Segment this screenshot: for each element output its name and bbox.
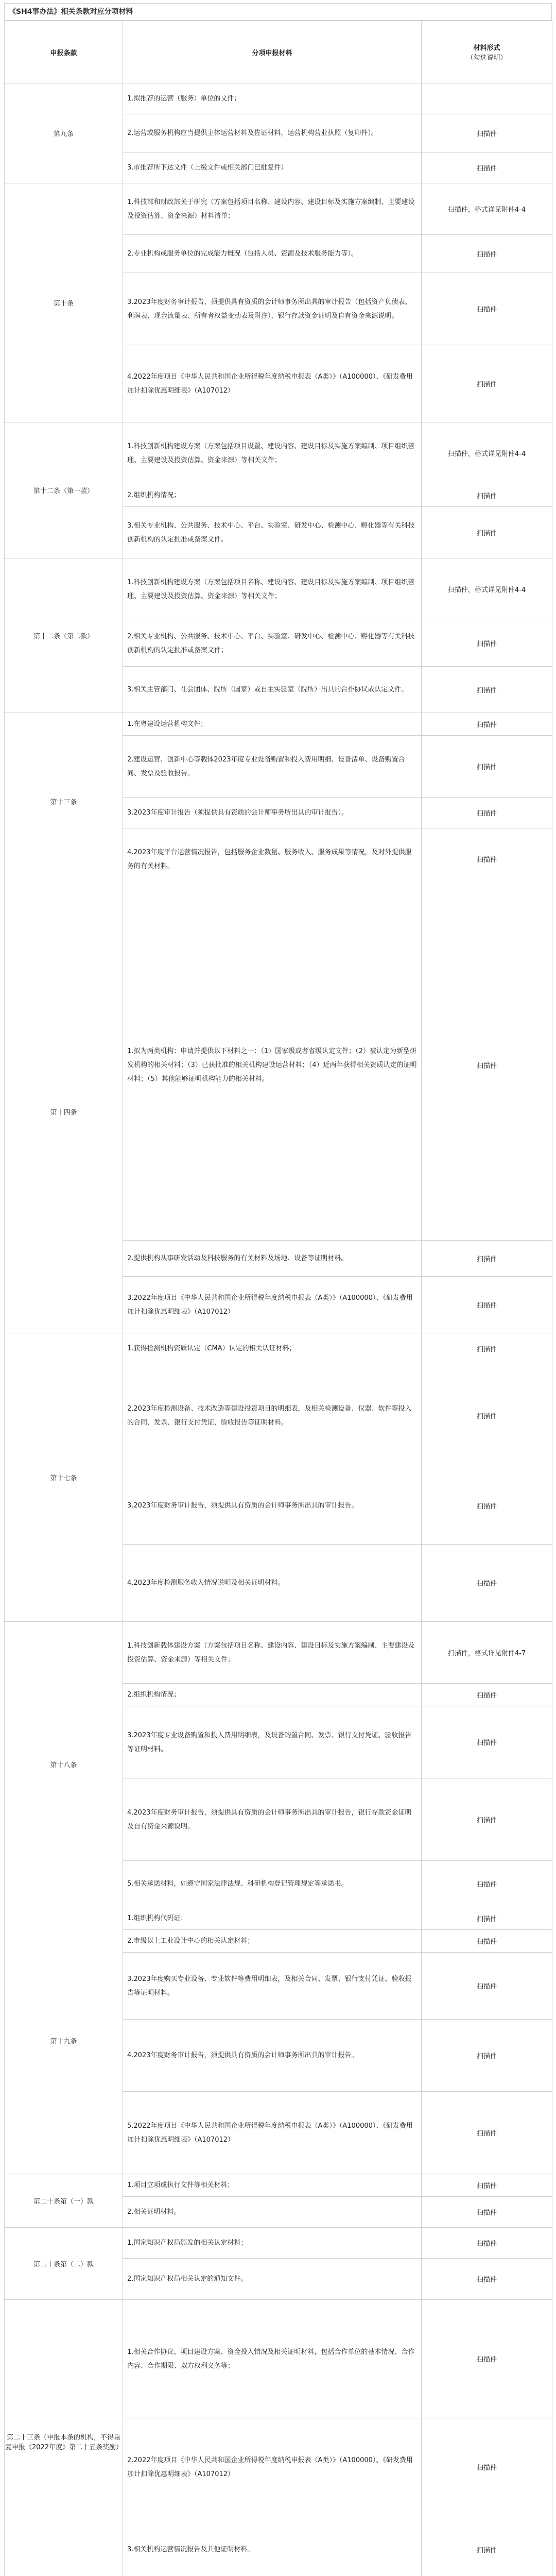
material-cell: 2.相关专业机构、公共服务、技术中心、平台、实验室、研发中心、检测中心、孵化器等有关科技创新机构的认定批准或备案文件； — [123, 620, 422, 667]
material-cell: 1.科技创新机构建设方案（方案包括项目名称、建设内容、建设目标及实施方案编制、项目组织管理、主要建设及投资估算、资金来源）等相关文件； — [123, 558, 422, 620]
table-row — [5, 713, 552, 736]
material-cell: 3.2023年度购买专业设备、专业软件等费用明细表，及相关合同、发票、银行支付凭证、验收报告等证明材料。 — [123, 1953, 422, 2020]
material-cell: 3.相关专业机构、公共服务、技术中心、平台、实验室、研发中心、检测中心、孵化器等有关科技创新机构的认定批准或备案文件。 — [123, 507, 422, 558]
material-cell: 2.专业机构或服务单位的完成能力概况（包括人员、资源及技术服务能力等）。 — [123, 235, 422, 273]
form-cell: 扫描件 — [422, 2418, 552, 2516]
table-row — [5, 890, 552, 1241]
clause-cell: 第十九条 — [5, 1907, 123, 2174]
material-cell: 3.相关主管部门、社会团体、院所（国家）或自主实验室（院所）出具的合作协议或认定文件。 — [123, 667, 422, 713]
form-cell: 扫描件 — [422, 1277, 552, 1333]
material-cell: 3.2023年度财务审计报告，须提供具有资质的会计师事务所出具的审计报告。 — [123, 1467, 422, 1545]
table-row — [5, 1622, 552, 1684]
material-cell: 2.组织机构情况； — [123, 1684, 422, 1706]
form-cell: 扫描件 — [422, 620, 552, 667]
material-cell: 5.2022年度项目《中华人民共和国企业所得税年度纳税申报表（A类）》（A100000）、《研发费用加计扣除优惠明细表》（A107012） — [123, 2092, 422, 2174]
form-cell: 扫描件，格式详见附件4-4 — [422, 558, 552, 620]
form-cell: 扫描件 — [422, 114, 552, 152]
material-cell: 4.2023年度平台运营情况报告，包括服务企业数量、服务收入、服务成果等情况，及对外提供服务的有关材料。 — [123, 828, 422, 890]
clause-cell: 第九条 — [5, 83, 123, 183]
material-cell: 1.科技部和财政部关于研究（方案包括项目名称、建设内容、建设目标及实施方案编制、主要建设及投资估算、资金来源）材料清单； — [123, 183, 422, 235]
clause-cell: 第二十条第（一）款 — [5, 2174, 123, 2228]
form-cell — [422, 83, 552, 114]
material-cell: 3.2023年度审计报告（须提供具有资质的会计师事务所出具的审计报告）。 — [123, 798, 422, 828]
material-cell: 1.科技创新载体建设方案（方案包括项目名称、建设内容、建设目标及实施方案编制、主要建设及投资估算、资金来源）等相关文件； — [123, 1622, 422, 1684]
clause-cell: 第十四条 — [5, 890, 123, 1333]
form-cell: 扫描件 — [422, 1930, 552, 1953]
form-cell: 扫描件 — [422, 2092, 552, 2174]
material-cell: 1.相关合作协议、项目建设方案、资金投入情况及相关证明材料，包括合作单位的基本情况、合作内容、合作期限、双方权利义务等； — [123, 2300, 422, 2418]
header-clause: 申报条款 — [5, 21, 123, 83]
form-cell: 扫描件，格式详见附件4-7 — [422, 1622, 552, 1684]
material-cell: 2.运营或服务机构应当提供主体运营材料及佐证材料，运营机构营业执照（复印件）。 — [123, 114, 422, 152]
form-cell: 扫描件 — [422, 1241, 552, 1277]
form-cell: 扫描件 — [422, 1706, 552, 1778]
material-cell: 2.2022年度项目《中华人民共和国企业所得税年度纳税申报表（A类）》（A100000）、《研发费用加计扣除优惠明细表》（A107012） — [123, 2418, 422, 2516]
material-cell: 2.国家知识产权局相关认定的通知文件。 — [123, 2259, 422, 2300]
material-cell: 1.组织机构代码证； — [123, 1907, 422, 1930]
material-cell: 4.2022年度项目《中华人民共和国企业所得税年度纳税申报表（A类）》（A100000）、《研发费用加计扣除优惠明细表》（A107012） — [123, 345, 422, 422]
material-cell: 1.拟推荐的运营（服务）单位的文件； — [123, 83, 422, 114]
form-cell: 扫描件 — [422, 1545, 552, 1622]
header-form-line1: 材料形式 — [473, 44, 500, 52]
form-cell: 扫描件 — [422, 828, 552, 890]
table-row — [5, 1907, 552, 1930]
clause-cell: 第十条 — [5, 183, 123, 422]
form-cell: 扫描件 — [422, 713, 552, 736]
table-row — [5, 183, 552, 235]
table-row — [5, 422, 552, 484]
material-cell: 2.提供机构从事研发活动及科技服务的有关材料及场地、设备等证明材料。 — [123, 1241, 422, 1277]
clause-cell: 第十二条（第一款） — [5, 422, 123, 558]
table-row — [5, 558, 552, 620]
form-cell: 扫描件，格式详见附件4-4 — [422, 422, 552, 484]
form-cell: 扫描件 — [422, 2020, 552, 2092]
form-cell: 扫描件 — [422, 1364, 552, 1467]
material-cell: 4.2023年度财务审计报告，须提供具有资质的会计师事务所出具的审计报告，银行存款资金证明及自有资金来源说明。 — [123, 1778, 422, 1861]
header-form-line2: （勾选说明） — [466, 54, 507, 62]
form-cell: 扫描件 — [422, 736, 552, 798]
header-materials: 分项申报材料 — [123, 21, 422, 83]
form-cell: 扫描件 — [422, 152, 552, 183]
table-row — [5, 83, 552, 114]
material-cell: 2.相关证明材料。 — [123, 2197, 422, 2228]
table-row — [5, 1333, 552, 1364]
material-cell: 3.相关机构运营情况报告及其他证明材料。 — [123, 2516, 422, 2576]
material-cell: 2.建设运营、创新中心等载体2023年度专业设备购置和投入费用明细、设备清单、设备购置合同、发票及验收报告。 — [123, 736, 422, 798]
material-cell: 1.项目立项或执行文件等相关材料； — [123, 2174, 422, 2197]
table-body — [5, 83, 552, 2576]
material-cell: 1.科技创新机构建设方案（方案包括项目设置、建设内容、建设目标及实施方案编制、项目组织管理、主要建设及投资估算、资金来源）等相关文件； — [123, 422, 422, 484]
clause-cell: 第二十三条（申报本条的机构，不得重复申报《2022年度》第二十五条奖励） — [5, 2300, 123, 2576]
clause-cell: 第十二条（第二款） — [5, 558, 123, 713]
form-cell: 扫描件 — [422, 667, 552, 713]
form-cell: 扫描件 — [422, 2259, 552, 2300]
form-cell: 扫描件 — [422, 273, 552, 345]
form-cell: 扫描件 — [422, 1861, 552, 1907]
form-cell: 扫描件 — [422, 1333, 552, 1364]
table-header-row — [5, 21, 552, 83]
table-row — [5, 2174, 552, 2197]
form-cell: 扫描件 — [422, 798, 552, 828]
form-cell: 扫描件 — [422, 1778, 552, 1861]
form-cell: 扫描件 — [422, 1953, 552, 2020]
material-cell: 3.2023年度财务审计报告，须提供具有资质的会计师事务所出具的审计报告（包括资产负债表、利润表、现金流量表、所有者权益变动表及附注），银行存款资金证明及自有资金来源说明。 — [123, 273, 422, 345]
material-cell: 1.在粤建设运营机构文件； — [123, 713, 422, 736]
form-cell: 扫描件 — [422, 1467, 552, 1545]
form-cell: 扫描件 — [422, 2228, 552, 2259]
clause-cell: 第十七条 — [5, 1333, 123, 1622]
form-cell: 扫描件 — [422, 2174, 552, 2197]
material-cell: 4.2023年度财务审计报告，须提供具有资质的会计师事务所出具的审计报告。 — [123, 2020, 422, 2092]
material-cell: 1.获得检测机构资质认定（CMA）认定的相关认证材料； — [123, 1333, 422, 1364]
form-cell: 扫描件 — [422, 345, 552, 422]
form-cell: 扫描件 — [422, 2197, 552, 2228]
material-cell: 5.相关承诺材料，如遵守国家法律法规、科研机构登记管理规定等承诺书。 — [123, 1861, 422, 1907]
form-cell: 扫描件 — [422, 1684, 552, 1706]
document-title: 《SH4事办法》相关条款对应分项材料 — [4, 3, 552, 21]
form-cell: 扫描件 — [422, 890, 552, 1241]
material-cell: 3.市推荐所下达文件（上级文件或相关部门已批复件） — [123, 152, 422, 183]
form-cell: 扫描件 — [422, 235, 552, 273]
materials-table — [4, 21, 552, 2576]
form-cell: 扫描件 — [422, 1907, 552, 1930]
clause-cell: 第二十条第（二）款 — [5, 2228, 123, 2300]
form-cell: 扫描件 — [422, 484, 552, 507]
material-cell: 3.2023年度专业设备购置和投入费用明细表，及设备购置合同、发票、银行支付凭证、验收报告等证明材料。 — [123, 1706, 422, 1778]
material-cell: 2.市级以上工业设计中心的相关认定材料； — [123, 1930, 422, 1953]
form-cell: 扫描件 — [422, 2516, 552, 2576]
material-cell: 2.2023年度检测设备、技术改造等建设投资项目的明细表，及相关检测设备、仪器、软件等投入的合同、发票、银行支付凭证、验收报告等证明材料。 — [123, 1364, 422, 1467]
form-cell: 扫描件 — [422, 2300, 552, 2418]
material-cell: 4.2023年度检测服务收入情况说明及相关证明材料。 — [123, 1545, 422, 1622]
table-row — [5, 2228, 552, 2259]
material-cell: 1.国家知识产权局颁发的相关认定材料； — [123, 2228, 422, 2259]
material-cell: 2.组织机构情况； — [123, 484, 422, 507]
clause-cell: 第十三条 — [5, 713, 123, 890]
form-cell: 扫描件 — [422, 507, 552, 558]
material-cell: 3.2022年度项目《中华人民共和国企业所得税年度纳税申报表（A类）》（A100000）、《研发费用加计扣除优惠明细表》（A107012） — [123, 1277, 422, 1333]
clause-cell: 第十八条 — [5, 1622, 123, 1907]
form-cell: 扫描件，格式详见附件4-4 — [422, 183, 552, 235]
header-form — [422, 21, 552, 83]
material-cell: 1.拟为两类机构：申请并提供以下材料之一：（1）国家级或者省级认定文件；（2）被认定为新型研发机构的相关材料；（3）已获批准的相关机构建设运营材料；（4）近两年获得相关资质认定的证明材料；（5）其他能够证明机构能力的相关材料。 — [123, 890, 422, 1241]
table-row — [5, 2300, 552, 2418]
